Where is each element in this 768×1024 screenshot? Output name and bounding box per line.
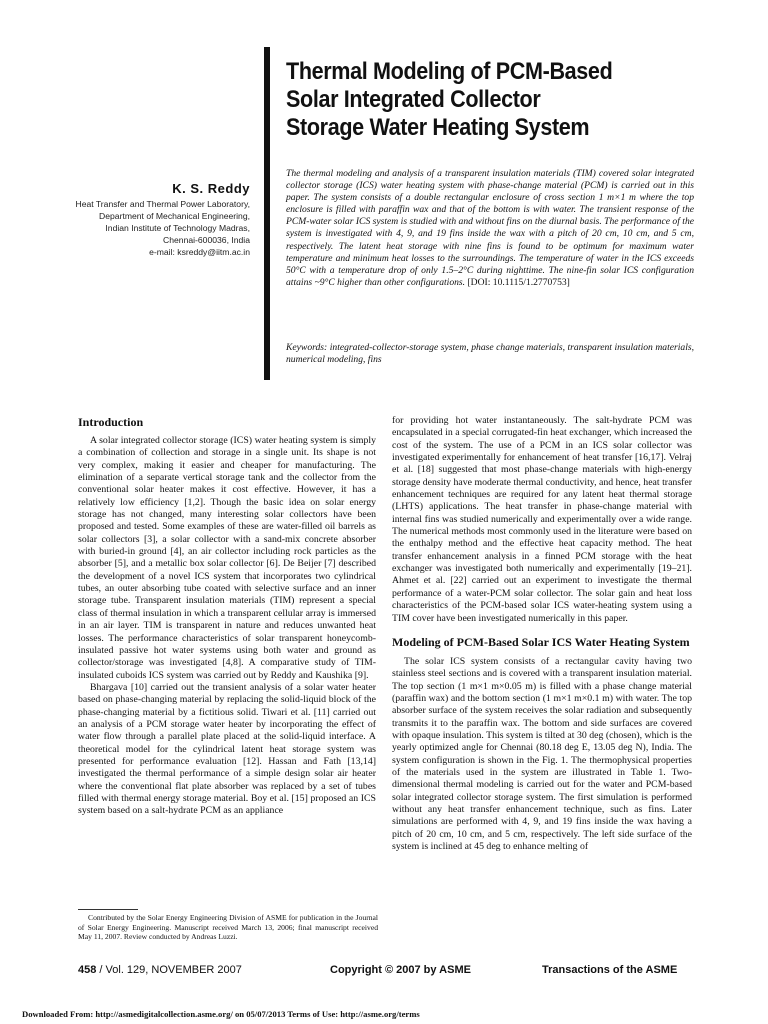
author-affiliation [60,198,250,258]
keywords: Keywords: integrated-collector-storage system, phase change materials, transparent insulation materials, numerical modeling, fins [286,342,694,366]
abstract [286,168,694,289]
page-number: 458 [78,964,97,976]
copyright-notice: Copyright © 2007 by ASME [330,964,471,976]
paper-title [286,58,656,142]
title-line: Storage Water Heating System [286,114,590,141]
affiliation-line: Heat Transfer and Thermal Power Laboratory, [75,199,250,209]
left-column [78,415,376,818]
affiliation-line: Department of Mechanical Engineering, [99,211,250,221]
section-heading-modeling: Modeling of PCM-Based Solar ICS Water Heating System [392,634,690,649]
author-name: K. S. Reddy [172,181,250,196]
body-paragraph: The solar ICS system consists of a rectangular cavity having two stainless steel sections and is covered with a transparent insulation material. The top section (1 m×1 m×0.05 m) is filled with a phase change material (paraffin wax) and the bottom section (1 m×1 m×0.1 m) with water. The top absorber surface of the system receives the solar radiation and subsequently transmits it to the paraffin wax. The bottom and side surfaces are covered with opaque insulation. This system is tilted at 30 deg (chosen), which is the yearly optimized angle for Chennai (80.18 deg E, 13.05 deg N), India. The system configuration is shown in the Fig. 1. The thermophysical properties of the materials used in the system are illustrated in Table 1. Two-dimensional thermal modeling is carried out for the water and PCM-based solar integrated collector storage system. The first simulation is performed without any heat transfer enhancement technique, such as fins. Later simulations are performed with 4, 9, and 19 fins inside the wax having a pitch of 20 cm, 10 cm, and 5 cm, respectively. The left side surface of the system is inclined at 45 deg to enhance melting of [392,655,692,852]
title-line: Thermal Modeling of PCM-Based [286,58,613,85]
author-email[interactable]: e-mail: ksreddy@iitm.ac.in [149,247,250,257]
volume-info: / Vol. 129, NOVEMBER 2007 [96,964,242,976]
affiliation-line: Chennai-600036, India [163,235,250,245]
download-notice[interactable]: Downloaded From: http://asmedigitalcollection.asme.org/ on 05/07/2013 Terms of Use: http://asme.org/terms [22,1009,420,1019]
affiliation-line: Indian Institute of Technology Madras, [105,223,250,233]
title-accent-bar [264,47,270,380]
footnote [78,913,378,942]
title-line: Solar Integrated Collector [286,86,541,113]
page-footer-left [78,964,242,976]
section-heading-introduction: Introduction [78,415,144,429]
body-paragraph: for providing hot water instantaneously. The salt-hydrate PCM was encapsulated in a special corrugated-fin heat exchanger, which increased the cost of the system. The use of a PCM in an ICS solar collector was investigated experimentally for enhancement of heat transfer [16,17]. Velraj et al. [18] suggested that most phase-change materials with high-energy storage density have moderate thermal conductivity, and hence, heat transfer enhancement techniques are required for any latent heat thermal storage (LHTS) applications. The heat transfer in phase-change material with internal fins was studied numerically and experimentally over a wide range. The numerical methods most commonly used in the literature were based on the enthalpy method and the effective heat capacity method. The heat transfer enhancement analysis in a finned PCM storage with the heat exchanger was investigated both numerically and experimentally [19–21]. Ahmet et al. [22] carried out an experiment to investigate the thermal performance of a water-PCM solar collector. The solar gain and heat loss characteristics of the PCM-based solar ICS water-heating system using a TIM cover have been investigated numerically in this paper. [392,415,692,624]
right-column [392,415,692,853]
doi-link[interactable]: [DOI: 10.1115/1.2770753] [467,276,570,288]
journal-name: Transactions of the ASME [542,964,678,976]
abstract-text: The thermal modeling and analysis of a transparent insulation materials (TIM) covered solar integrated collector storage (ICS) water heating system with phase-change material (PCM) is carried out in this paper. The system consists of a double rectangular enclosure of cross section 1 m×1 m where the top enclosure is filled with paraffin wax and that of the bottom is with water. The transient response of the PCM-water solar ICS system is studied with and without fins on the diurnal basis. The performance of the system is investigated with 4, 9, and 19 fins inside the wax with a pitch of 20 cm, 10 cm, and 5 cm, respectively. The latent heat storage with nine fins is found to be optimum for maximum water temperature and minimum heat losses to the surroundings. The temperature of water in the ICS exceeds 50°C with a temperature drop of only 1.5–2°C during nighttime. The nine-fin solar ICS configuration attains ~9°C higher than other configurations. [286,168,694,288]
body-paragraph: A solar integrated collector storage (ICS) water heating system is simply a combination of collection and storage in a single unit. Its shape is not very complex, making it easier and cheaper for manufacturing. The elimination of a separate vertical storage tank and the collector from the conventional solar heater makes it cost effective. However, it has a relatively low efficiency [1,2]. Though the basic idea on solar energy storage has not changed, many interesting solar collectors have been proposed and tested. Some examples of these are water-filled oil barrels as solar collectors [3], a solar collector with a sand-mix concrete absorber with buried-in ground [4], an air collector including rock particles as the absorber [5], and a metallic box solar collector [6]. De Beijer [7] described the development of a novel ICS system that incorporates two cylindrical tubes, an outer absorbing tube coated with selective surface and an inner storage tube. Transparent insulation materials (TIM) represent a special class of thermal insulation in which a transparent cellular array is immersed in an air layer. TIM is transparent in nature and reduces unwanted heat losses. The performance characteristics of solar transparent honeycomb-insulated passive hot water systems using both water and ground as collector/storage was investigated [4,8]. A comparative study of TIM-insulated cuboids ICS system was carried out by Reddy and Kaushika [9]. [78,435,376,681]
footnote-divider [78,909,138,910]
body-paragraph: Bhargava [10] carried out the transient analysis of a solar water heater based on phase-changing material by replacing the solid-liquid block of the phase-changing material by a fictitious solid. Tiwari et al. [11] carried out an analysis of a PCM storage water heater by incorporating the effect of water flow through a parallel plate placed at the solid-liquid interface. A theoretical model for the cylindrical latent heat storage system was presented for performance evaluation [12]. Hassan and Fath [13,14] investigated the thermal performance of a simple design solar air heater where the conventional flat plate absorber was replaced by a set of tubes filled with thermal energy storage material. Boy et al. [15] proposed an ICS system based on a salt-hydrate PCM as an appliance [78,681,376,817]
footnote-text: Contributed by the Solar Energy Engineering Division of ASME for publication in the Journal of Solar Energy Engineering. Manuscript received March 13, 2006; final manuscript received May 11, 2007. Review conducted by Andreas Luzzi. [78,913,378,942]
